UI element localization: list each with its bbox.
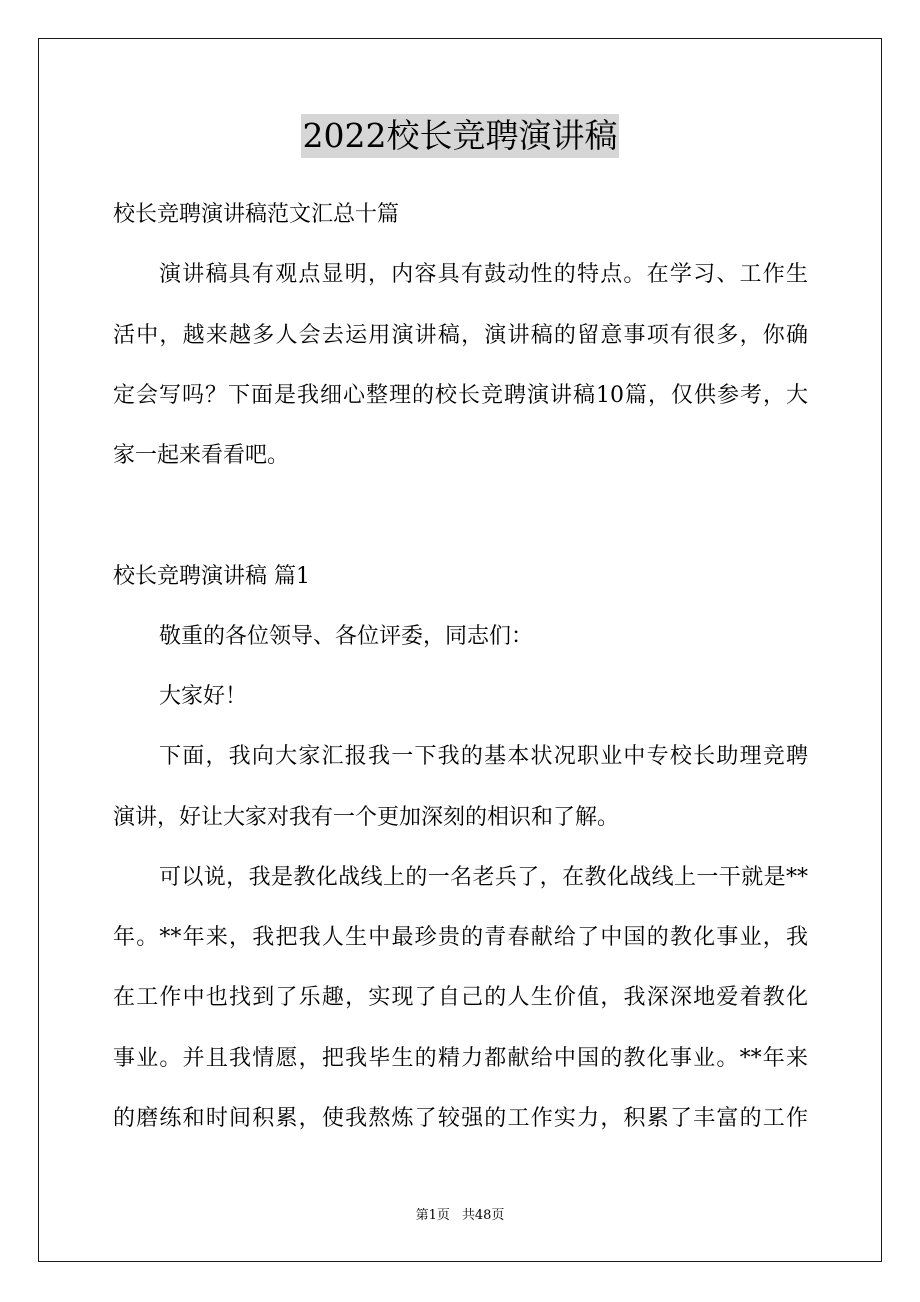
greeting: 大家好！	[159, 684, 248, 710]
intro-line: 活中，越来越多人会去运用演讲稿，演讲稿的留意事项有很多，你确	[113, 322, 808, 348]
paragraph-line: 年。**年来，我把我人生中最珍贵的青春献给了中国的教化事业，我	[113, 925, 808, 951]
paragraph-line: 的磨练和时间积累，使我熬炼了较强的工作实力，积累了丰富的工作	[113, 1105, 808, 1131]
blank-line	[113, 486, 808, 546]
intro-line: 定会写吗？下面是我细心整理的校长竞聘演讲稿10篇，仅供参考，大	[113, 382, 808, 408]
page-footer	[0, 1206, 920, 1226]
document-title: 2022校长竞聘演讲稿	[301, 114, 620, 158]
page-total: 共48页	[461, 1208, 505, 1223]
paragraph-line: 可以说，我是教化战线上的一名老兵了，在教化战线上一干就是**	[159, 864, 808, 890]
intro-line: 家一起来看看吧。	[113, 443, 290, 469]
salutation: 敬重的各位领导、各位评委，同志们：	[159, 623, 534, 649]
paragraph-line: 下面，我向大家汇报我一下我的基本状况职业中专校长助理竞聘	[159, 744, 808, 770]
paragraph-line: 演讲，好让大家对我有一个更加深刻的相识和了解。	[113, 804, 620, 830]
paragraph-line: 事业。并且我情愿，把我毕生的精力都献给中国的教化事业。**年来	[113, 1045, 808, 1071]
paragraph-line: 在工作中也找到了乐趣，实现了自己的人生价值，我深深地爱着教化	[113, 985, 808, 1011]
document-body	[113, 185, 808, 1149]
subtitle: 校长竞聘演讲稿范文汇总十篇	[113, 202, 400, 227]
page-number: 第1页	[415, 1208, 450, 1223]
intro-line: 演讲稿具有观点显明，内容具有鼓动性的特点。在学习、工作生	[159, 262, 808, 288]
title-container	[0, 114, 920, 158]
section-heading: 校长竞聘演讲稿 篇1	[113, 563, 310, 589]
